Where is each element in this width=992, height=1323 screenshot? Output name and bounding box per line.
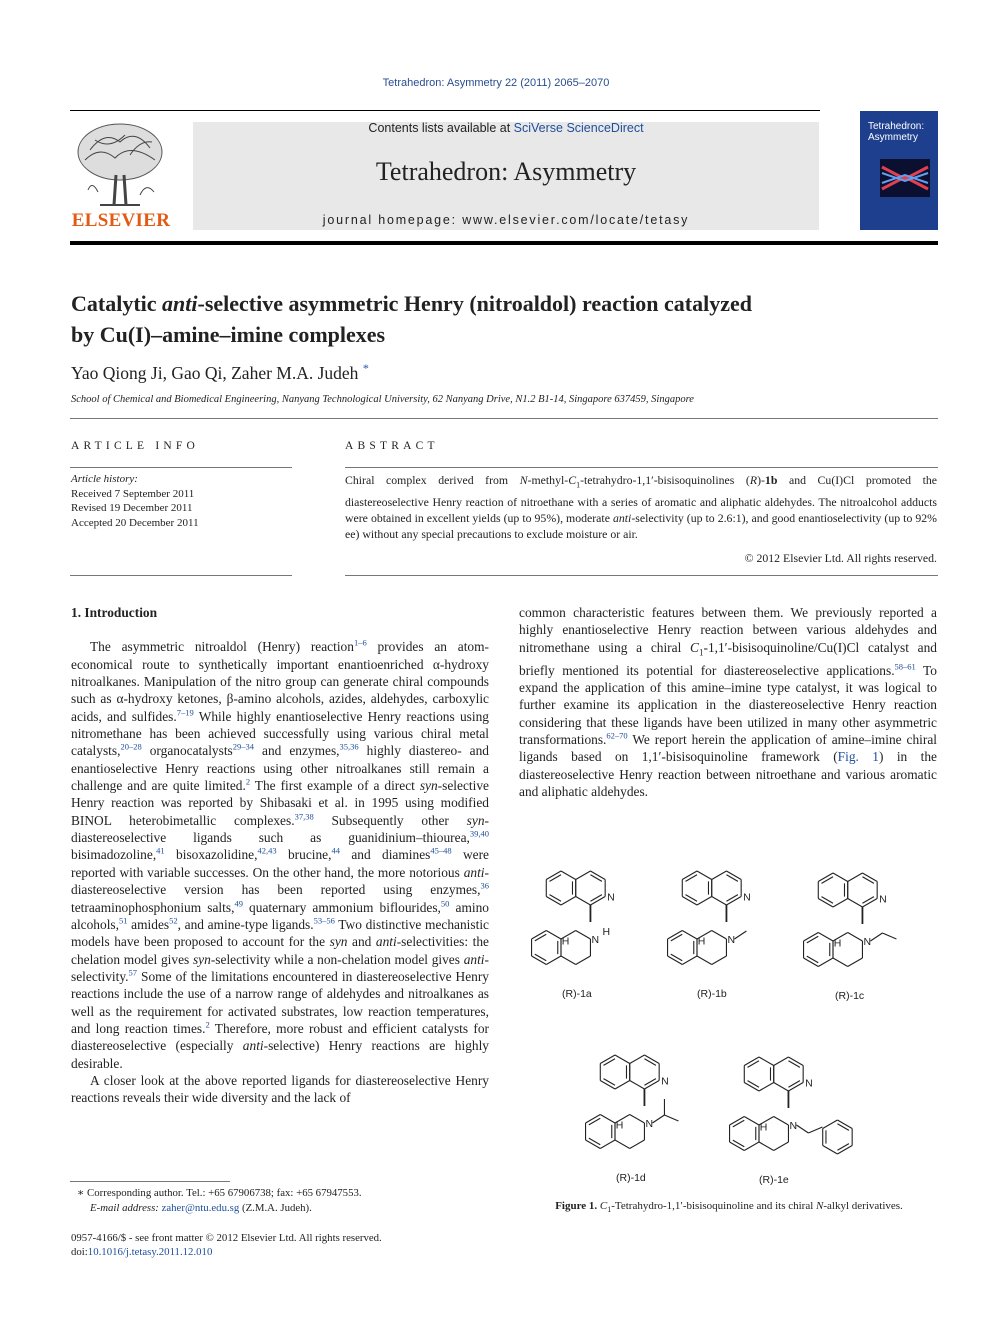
atom-h-stereocenter-1a: H	[561, 935, 570, 948]
email-footnote	[90, 1201, 312, 1216]
revised-date: Revised 19 December 2011	[71, 502, 193, 515]
author-list	[71, 361, 369, 384]
intro-paragraph-2: A closer look at the above reported ligands for diastereoselective Henry reactions reveals their wide diversity and the lack of	[71, 1072, 489, 1106]
corresponding-contact: Corresponding author. Tel.: +65 67906738; fax: +65 67947553.	[87, 1187, 362, 1199]
info-rule-top	[70, 467, 292, 468]
doi-link[interactable]: 10.1016/j.tetasy.2011.12.010	[87, 1246, 213, 1258]
atom-n-amine-1c: N	[863, 936, 872, 948]
atom-n-imine-1c: N	[879, 893, 887, 906]
atom-n-amine-1d: N	[645, 1118, 654, 1130]
atom-n-amine-1b: N	[727, 934, 736, 946]
atom-n-imine-1d: N	[661, 1075, 669, 1088]
contents-line	[193, 121, 819, 135]
intro-right-column	[519, 604, 937, 800]
issn-line: 0957-4166/$ - see front matter © 2012 Elsevier Ltd. All rights reserved.	[71, 1232, 382, 1244]
structure-label-1b: (R)-1b	[697, 988, 727, 1000]
contents-prefix: Contents lists available at	[368, 121, 514, 135]
atom-h-stereocenter-1e: H	[759, 1121, 768, 1134]
history-label: Article history:	[71, 473, 138, 485]
atom-h-stereocenter-1d: H	[615, 1119, 624, 1132]
atom-n-imine-1e: N	[805, 1077, 813, 1090]
structure-label-1e: (R)-1e	[759, 1174, 789, 1186]
affiliation: School of Chemical and Biomedical Engineering, Nanyang Technological University, 62 Nanyang Drive, N1.2 B1-14, Singapore 637459, Singapore	[71, 394, 694, 405]
sciencedirect-link[interactable]: SciVerse ScienceDirect	[513, 121, 644, 135]
article-title: Catalytic anti-selective asymmetric Henry (nitroaldol) reaction catalyzed by Cu(I)–amine–imine complexes	[71, 291, 753, 347]
corresponding-author-mark[interactable]: *	[362, 361, 369, 375]
email-suffix: (Z.M.A. Judeh).	[241, 1202, 312, 1214]
cover-art-icon	[880, 159, 930, 197]
abstract-heading: ABSTRACT	[345, 440, 439, 452]
structures-figure	[519, 850, 939, 1190]
figure-1-caption	[519, 1200, 939, 1214]
journal-cover[interactable]	[842, 111, 938, 230]
structure-label-1c: (R)-1c	[835, 990, 865, 1002]
intro-paragraph-3: common characteristic features between them. We previously reported a highly enantioselective Henry reaction between various aldehydes and nitromethane using a chiral $C_1-1,1'-bisisoquinoline/Cu(I)Cl$ catalyst and briefly mentioned its potential for diastereoselective applications.$^{58-61}$ To expand the application of this amine–imine type catalyst, it was logical to further examine its application in the diastereoselective Henry reaction considering that these ligands have been utilized in many other asymmetric transformations.$^{62-70}$ We report herein the application of amine–imine chiral ligands based on 1,1′-bisisoquinoline framework (Fig. 1) in the diastereoselective Henry reaction between nitroethane and various aromatic and aliphatic aldehydes.	[519, 605, 937, 800]
figure-1-link[interactable]: Fig. 1	[837, 749, 879, 765]
email-link[interactable]: zaher@ntu.edu.sg	[161, 1202, 240, 1214]
doi-label: doi:	[71, 1246, 88, 1258]
accepted-date: Accepted 20 December 2011	[71, 516, 199, 529]
cover-title: Tetrahedron: Asymmetry	[868, 121, 925, 143]
corresponding-footnote	[77, 1186, 362, 1201]
article-history	[71, 472, 199, 530]
copyright: © 2012 Elsevier Ltd. All rights reserved.	[744, 551, 937, 565]
intro-heading: 1. Introduction	[71, 605, 158, 620]
caption-label: Figure 1.	[555, 1200, 598, 1212]
header-rule-thick	[70, 241, 938, 245]
intro-left-column	[71, 604, 489, 1107]
article-info-heading: ARTICLE INFO	[71, 440, 199, 452]
email-label: E-mail address:	[90, 1202, 159, 1214]
footnote-rule	[70, 1181, 230, 1182]
atom-n-imine-1b: N	[743, 891, 751, 904]
figure-1	[519, 850, 939, 1190]
footnote-star: ∗	[77, 1187, 88, 1199]
journal-name: Tetrahedron: Asymmetry	[375, 157, 637, 186]
header-rule-top	[70, 110, 820, 111]
structure-label-1a: (R)-1a	[562, 988, 592, 1000]
atom-n-amine-1e: N	[789, 1120, 798, 1132]
publisher-wordmark[interactable]: ELSEVIER	[71, 210, 171, 231]
caption-text: $C_1-Tetrahydro-1,1'$-bisisoquinoline and its chiral N-alkyl derivatives.	[599, 1200, 903, 1215]
intro-paragraph-1: The asymmetric nitroaldol (Henry) reaction$^{1-6}$ provides an atom-economical route to synthetically important enantioenriched α-hydroxy nitroalkanes. Manipulation of the nitro group can generate chiral compounds such as α-hydroxy ketones, β-amino alcohols, azides, aldehydes, carboxylic acids, and sulfides.$^{7-19}$ While highly enantioselective Henry reactions using nitromethane has been achieved successfully using various chiral metal catalysts,$^{20-28}$ organocatalysts$^{29-34}$ and enzymes,$^{35,36}$ highly diastereo- and enantioselective Henry reactions using other nitroalkanes still remain a challenge and are quite limited.$^2$ The first example of a direct syn-selective Henry reaction was reported by Shibasaki et al. in 1995 using modified BINOL heterobimetallic complexes.$^{37,38}$ Subsequently other syn-diastereoselective ligands such as guanidinium–thiourea,$^{39,40}$ bisimadozoline,$^{41}$ bisoxazolidine,$^{42,43}$ brucine,$^{44}$ and diamines$^{45-48}$ were reported with variable successes. On the other hand, the more notorious anti-diastereoselective version has been reported using enzymes,$^{36}$ tetraaminophosphonium salts,$^{49}$ quaternary ammonium biflourides,$^{50}$ amino alcohols,$^{51}$ amides$^{52}$, and amine-type ligands.$^{53-56}$ Two distinctive mechanistic models have been proposed to account for the syn and anti-selectivities: the chelation model gives syn-selectivity while a non-chelation model gives anti-selectivity.$^{57}$ Some of the limitations encountered in diastereoselective Henry reactions include the use of a narrow range of aldehydes and nitroalkanes as well as the requirement for activated substrates, low reaction temperatures, and long reaction times.$^2$ Therefore, more robust and efficient catalysts for diastereoselective (especially anti-selective) Henry reactions are highly desirable.	[71, 637, 490, 1071]
atom-n-amine-1a: N	[591, 934, 600, 946]
atom-h-amine-1a: H	[602, 926, 611, 938]
info-rule-bottom	[70, 575, 292, 576]
doi-line	[71, 1245, 212, 1260]
abstract-rule-top	[345, 467, 938, 468]
affil-rule	[70, 418, 938, 419]
journal-homepage[interactable]: journal homepage: www.elsevier.com/locate/tetasy	[322, 213, 690, 227]
abstract-rule-bottom	[345, 575, 938, 576]
authors: Yao Qiong Ji, Gao Qi, Zaher M.A. Judeh	[71, 362, 359, 383]
atom-h-stereocenter-1c: H	[833, 937, 842, 950]
atom-n-imine-1a: N	[607, 891, 615, 904]
abstract-text: Chiral complex derived from $N-methyl-C_1-tetrahydro-1,1'$-bisisoquinolines (R)-1b and Cu(I)Cl promoted the diastereoselective Henry reaction of nitroethane with a series of aromatic and aliphatic aldehydes. The nitroalcohol adducts were obtained in excellent yields (up to 95%), moderate anti-selectivity (up to 2.6:1), and good enantioselectivity (up to 92% ee) without any special precautions to exclude moisture or air.	[345, 473, 938, 542]
atom-h-stereocenter-1b: H	[697, 935, 706, 948]
structure-label-1d: (R)-1d	[616, 1172, 646, 1184]
received-date: Received 7 September 2011	[71, 487, 195, 500]
journal-citation[interactable]: Tetrahedron: Asymmetry 22 (2011) 2065–2070	[382, 77, 610, 89]
